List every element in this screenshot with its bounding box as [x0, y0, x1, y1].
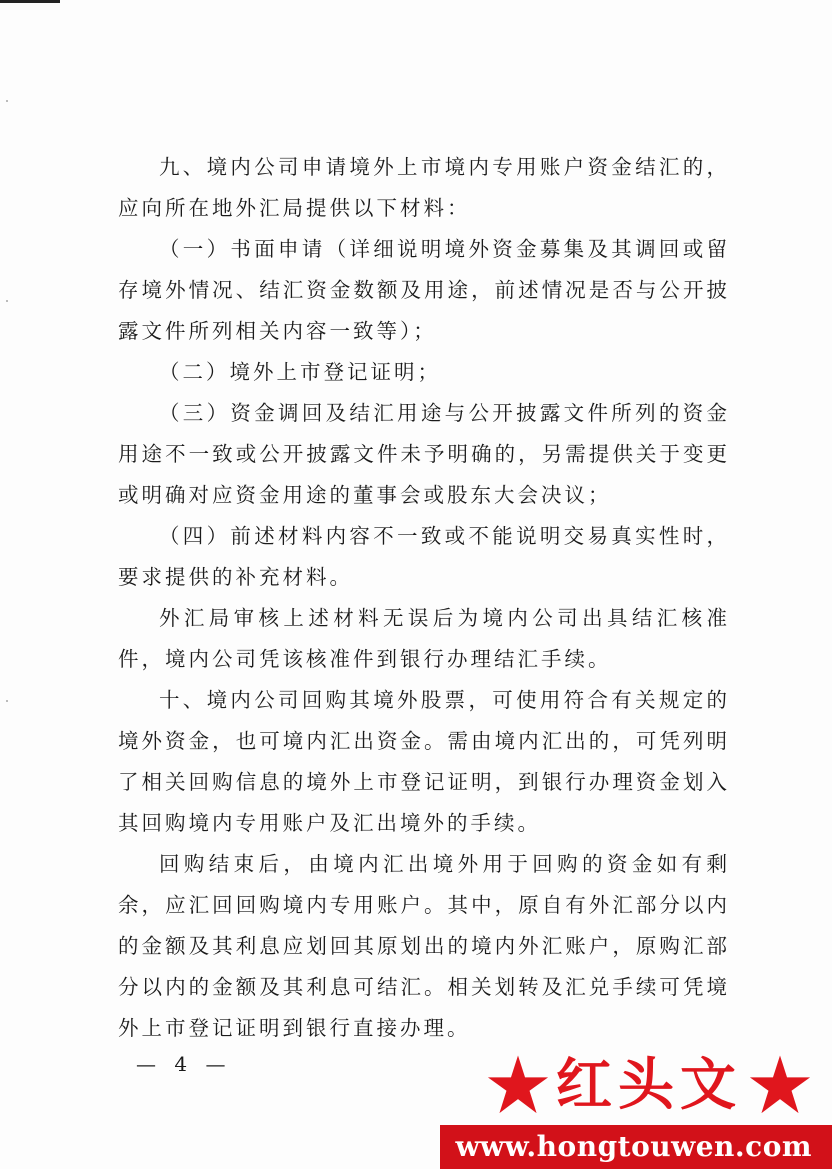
watermark-title: 红头文 — [556, 1052, 742, 1118]
paragraph-9-closing: 外汇局审核上述材料无误后为境内公司出具结汇核准件，境内公司凭该核准件到银行办理结汇手续。 — [118, 606, 730, 671]
watermark-logo — [486, 1053, 812, 1117]
paragraph-9: 九、境内公司申请境外上市境内专用账户资金结汇的，应向所在地外汇局提供以下材料： — [118, 155, 730, 220]
star-icon — [486, 1053, 550, 1117]
paragraph-9-item-3: （三）资金调回及结汇用途与公开披露文件所列的资金用途不一致或公开披露文件未予明确的，另需提供关于变更或明确对应资金用途的董事会或股东大会决议； — [118, 401, 730, 507]
watermark — [440, 1051, 832, 1169]
page-number: — 4 — — [136, 1052, 232, 1076]
paragraph-9-item-2: （二）境外上市登记证明； — [159, 360, 441, 384]
scan-mark — [6, 700, 8, 702]
paragraph-10: 十、境内公司回购其境外股票，可使用符合有关规定的境外资金，也可境内汇出资金。需由境内汇出的，可凭列明了相关回购信息的境外上市登记证明，到银行办理资金划入其回购境内专用账户及汇出境外的手续。 — [118, 688, 730, 835]
document-body — [118, 147, 730, 1049]
watermark-url[interactable]: www.hongtouwen.com — [455, 1130, 812, 1163]
paragraph-9-item-1: （一）书面申请（详细说明境外资金募集及其调回或留存境外情况、结汇资金数额及用途，前述情况是否与公开披露文件所列相关内容一致等）； — [118, 237, 730, 343]
paragraph-9-item-4: （四）前述材料内容不一致或不能说明交易真实性时，要求提供的补充材料。 — [118, 524, 730, 589]
top-rule — [0, 0, 60, 3]
star-icon — [748, 1053, 812, 1117]
scan-mark — [6, 300, 8, 302]
paragraph-10-closing: 回购结束后，由境内汇出境外用于回购的资金如有剩余，应汇回回购境内专用账户。其中，原自有外汇部分以内的金额及其利息应划回其原划出的境内外汇账户，原购汇部分以内的金额及其利息可结汇。相关划转及汇兑手续可凭境外上市登记证明到银行直接办理。 — [118, 852, 730, 1040]
scan-mark — [6, 100, 8, 102]
